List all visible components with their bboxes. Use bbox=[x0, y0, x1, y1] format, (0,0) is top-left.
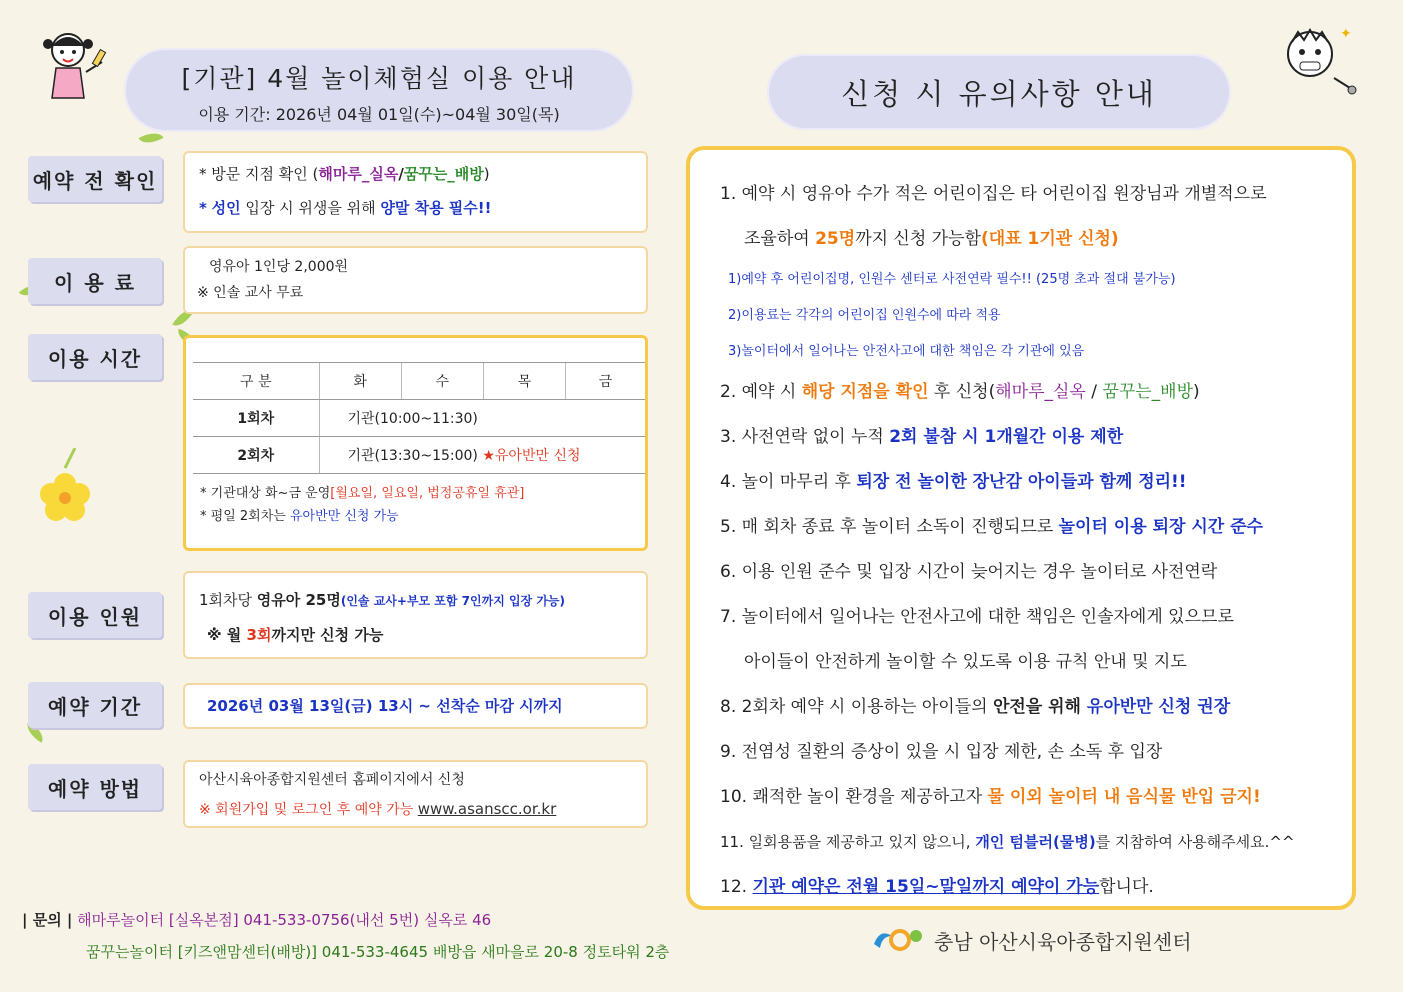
fee-line1: 영유아 1인당 2,000원 bbox=[209, 259, 349, 275]
text: * bbox=[199, 199, 207, 217]
text: ※ 회원가입 및 로그인 후 예약 가능 bbox=[199, 802, 414, 818]
table-row bbox=[193, 400, 645, 437]
text: * 방문 지점 확인 ( bbox=[199, 165, 319, 183]
col-header: 목 bbox=[483, 363, 565, 400]
text: / bbox=[398, 165, 404, 183]
label-pre-check: 예약 전 확인 bbox=[28, 156, 162, 202]
logo-mark-icon bbox=[870, 922, 926, 958]
label-period: 예약 기간 bbox=[28, 682, 162, 728]
text: 조율하여 bbox=[744, 229, 816, 249]
text: 해마루놀이터 [실옥본점] 041-533-0756(내선 5번) 실옥로 46 bbox=[77, 911, 492, 929]
notice-item-9: 9. 전염성 질환의 증상이 있을 시 입장 제한, 손 소독 후 입장 bbox=[720, 742, 1163, 762]
notice-item-7b: 아이들이 안전하게 놀이할 수 있도록 이용 규칙 안내 및 지도 bbox=[744, 652, 1187, 672]
center-logo bbox=[870, 922, 1192, 958]
col-header: 금 bbox=[566, 363, 645, 400]
notice-sub-2: 2)이용료는 각각의 어린이집 인원수에 따라 적용 bbox=[728, 308, 1001, 323]
page-title: [기관] 4월 놀이체험실 이용 안내 bbox=[181, 64, 577, 93]
text: 해당 지점을 확인 bbox=[801, 382, 929, 402]
capacity-box bbox=[183, 571, 648, 659]
label-method: 예약 방법 bbox=[28, 764, 162, 810]
fee-line2: ※ 인솔 교사 무료 bbox=[197, 285, 304, 301]
branch-a: 해마루_실옥 bbox=[318, 165, 399, 183]
method-line2 bbox=[199, 795, 632, 825]
text: 10. 쾌적한 놀이 환경을 제공하고자 bbox=[720, 787, 988, 807]
text: 4. 놀이 마무리 후 bbox=[720, 472, 857, 492]
notice-sub-3: 3)놀이터에서 일어나는 안전사고에 대한 책임은 각 기관에 있음 bbox=[728, 344, 1085, 359]
text: 기관 예약은 전월 15일~말일까지 예약이 가능 bbox=[752, 877, 1100, 897]
method-line1: 아산시육아종합지원센터 홈페이지에서 신청 bbox=[199, 772, 465, 788]
text: (대표 1기관 신청) bbox=[980, 229, 1119, 249]
hours-box bbox=[183, 335, 648, 551]
right-title-banner bbox=[767, 54, 1231, 130]
flower-decoration bbox=[30, 448, 100, 542]
text: 25명 bbox=[815, 229, 856, 249]
contact-label: | 문의 | bbox=[22, 911, 73, 929]
text: 2회 불참 시 1개월간 이용 제한 bbox=[889, 427, 1124, 447]
homepage-link[interactable]: www.asanscc.or.kr bbox=[417, 800, 557, 818]
text: ) bbox=[1193, 382, 1200, 402]
hours-note1 bbox=[200, 482, 631, 505]
note-text: ★유아반만 신청 bbox=[482, 448, 581, 464]
text: 영유아 25명 bbox=[256, 591, 341, 609]
notice-item-2 bbox=[720, 370, 1336, 415]
text: 퇴장 전 놀이한 장난감 아이들과 함께 정리!! bbox=[856, 472, 1187, 492]
text: 12. bbox=[720, 877, 753, 897]
text: 꿈꾸는_배방 bbox=[1102, 382, 1194, 402]
col-header: 화 bbox=[319, 363, 401, 400]
time-cell bbox=[319, 400, 645, 437]
text: (인솔 교사+부모 포함 7인까지 입장 가능) bbox=[340, 594, 566, 608]
session-cell: 1회차 bbox=[193, 400, 319, 437]
notice-item-6: 6. 이용 인원 준수 및 입장 시간이 늦어지는 경우 놀이터로 사전연락 bbox=[720, 562, 1218, 582]
time-cell bbox=[319, 437, 645, 474]
notice-title: 신청 시 유의사항 안내 bbox=[841, 76, 1157, 111]
label-fee: 이 용 료 bbox=[28, 258, 162, 304]
text: 3회 bbox=[246, 626, 272, 644]
col-header: 구 분 bbox=[193, 363, 319, 400]
text: 3. 사전연락 없이 누적 bbox=[720, 427, 890, 447]
session-cell: 2회차 bbox=[193, 437, 319, 474]
svg-text:✦: ✦ bbox=[1340, 26, 1352, 42]
capacity-line1 bbox=[199, 583, 632, 618]
contact-line2: 꿈꾸는놀이터 [키즈앤맘센터(배방)] 041-533-4645 배방읍 새마을로 20-8 정토타워 2층 bbox=[86, 943, 670, 961]
hours-note2 bbox=[200, 505, 631, 528]
capacity-line2 bbox=[199, 618, 632, 652]
text: 8. 2회차 예약 시 이용하는 아이들의 bbox=[720, 697, 993, 717]
girl-illustration bbox=[30, 20, 120, 110]
period-text: 2026년 03월 13일(금) 13시 ~ 선착순 마감 시까지 bbox=[207, 697, 563, 715]
text: 유아반만 신청 권장 bbox=[1080, 697, 1231, 717]
table-row bbox=[193, 437, 645, 474]
text: / bbox=[1085, 382, 1103, 402]
notice-item-10 bbox=[720, 775, 1336, 820]
notice-item-5 bbox=[720, 505, 1336, 550]
boy-illustration bbox=[1270, 18, 1380, 108]
text: 5. 매 회차 종료 후 놀이터 소독이 진행되므로 bbox=[720, 517, 1059, 537]
text: 물 이외 놀이터 내 음식물 반입 금지! bbox=[987, 787, 1261, 807]
text: ※ 월 bbox=[207, 626, 247, 644]
text: 개인 텀블러(물병) bbox=[975, 833, 1096, 851]
col-header: 수 bbox=[401, 363, 483, 400]
notice-item-7: 7. 놀이터에서 일어나는 안전사고에 대한 책임은 인솔자에게 있으므로 bbox=[720, 607, 1234, 627]
label-hours: 이용 시간 bbox=[28, 334, 162, 380]
pre-check-box bbox=[183, 151, 648, 233]
time-text: 기관(13:30~15:00) bbox=[347, 448, 478, 464]
left-title-banner bbox=[124, 48, 634, 132]
text: 합니다. bbox=[1099, 877, 1154, 897]
period-box bbox=[183, 683, 648, 729]
notice-item-1b bbox=[720, 217, 1336, 262]
pre-check-line2 bbox=[199, 191, 632, 225]
text: 놀이터 이용 퇴장 시간 준수 bbox=[1058, 517, 1263, 537]
text: 까지만 신청 가능 bbox=[271, 626, 384, 644]
text: 입장 시 위생을 위해 bbox=[240, 199, 381, 217]
usage-period: 이용 기간: 2026년 04월 01일(수)~04월 30일(목) bbox=[198, 105, 560, 124]
contact-line1 bbox=[22, 904, 669, 936]
text: 를 지참하여 사용해주세요.^^ bbox=[1095, 833, 1295, 851]
text: 2. 예약 시 bbox=[720, 382, 802, 402]
method-box bbox=[183, 760, 648, 828]
notice-item-4 bbox=[720, 460, 1336, 505]
notice-box bbox=[686, 146, 1356, 910]
time-text: 기관(10:00~11:30) bbox=[347, 411, 478, 427]
text: 유아반만 신청 가능 bbox=[289, 509, 399, 524]
text: 양말 착용 필수!! bbox=[380, 199, 492, 217]
label-capacity: 이용 인원 bbox=[28, 592, 162, 638]
text: 까지 신청 가능함 bbox=[855, 229, 981, 249]
branch-b: 꿈꾸는_배방 bbox=[403, 165, 484, 183]
contact-footer bbox=[22, 904, 669, 968]
text: 1회차당 bbox=[199, 591, 257, 609]
fee-box bbox=[183, 246, 648, 314]
notice-item-1: 1. 예약 시 영유아 수가 적은 어린이집은 타 어린이집 원장님과 개별적으로 bbox=[720, 184, 1267, 204]
text: 성인 bbox=[211, 199, 241, 217]
pre-check-line1 bbox=[199, 157, 632, 191]
logo-text: 충남 아산시육아종합지원센터 bbox=[934, 929, 1192, 954]
text: 안전을 위해 bbox=[992, 697, 1081, 717]
notice-item-11 bbox=[720, 820, 1336, 865]
text: ) bbox=[483, 165, 490, 183]
text: * 평일 2회차는 bbox=[200, 509, 290, 524]
schedule-table bbox=[193, 362, 645, 474]
notice-item-3 bbox=[720, 415, 1336, 460]
notice-sub-1: 1)예약 후 어린이집명, 인원수 센터로 사전연락 필수!! (25명 초과 절대 불가능) bbox=[728, 272, 1176, 287]
table-header-row bbox=[193, 363, 645, 400]
text: 11. 일회용품을 제공하고 있지 않으니, bbox=[720, 833, 976, 851]
text: 해마루_실옥 bbox=[995, 382, 1086, 402]
text: 후 신청( bbox=[928, 382, 996, 402]
text: [월요일, 일요일, 법정공휴일 휴관] bbox=[330, 486, 525, 501]
text: * 기관대상 화~금 운영 bbox=[200, 486, 331, 501]
notice-item-8 bbox=[720, 685, 1336, 730]
notice-item-12 bbox=[720, 865, 1336, 910]
